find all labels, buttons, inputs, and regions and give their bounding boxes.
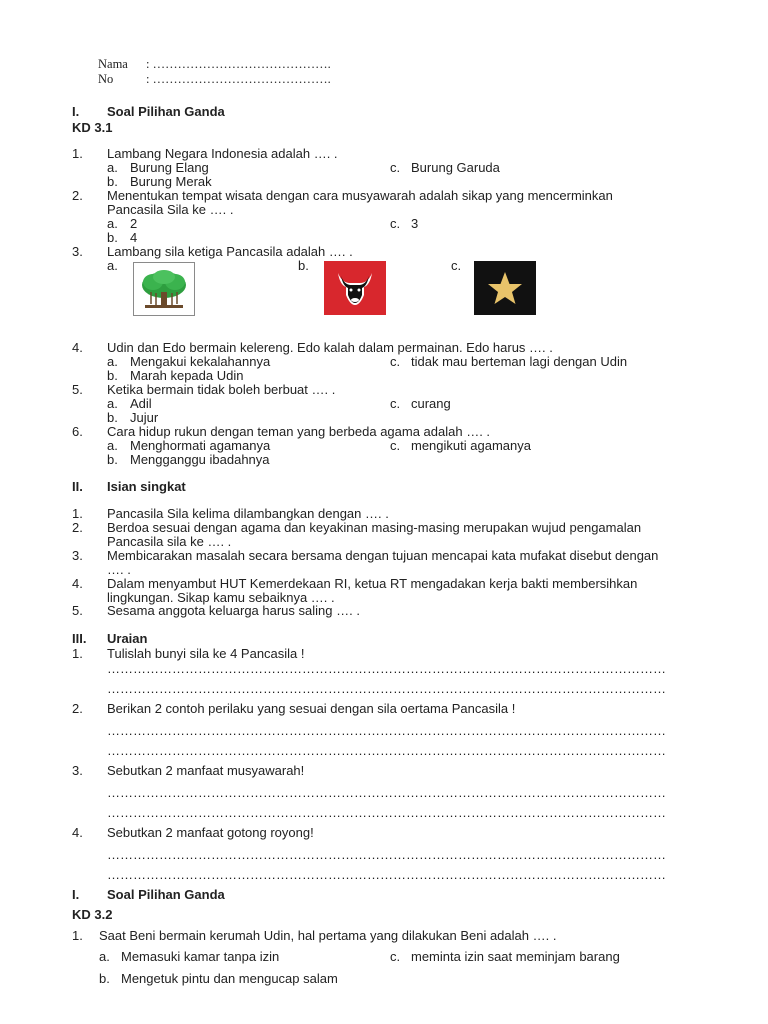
answer-line[interactable]: ………………………………………………………………………………………………………………… — [107, 867, 666, 882]
banyan-tree-icon — [133, 262, 195, 316]
answer-line[interactable]: ………………………………………………………………………………………………………………… — [107, 661, 666, 676]
question-number: 3. — [72, 763, 83, 778]
option-text: Menghormati agamanya — [130, 438, 271, 453]
option-letter: b. — [107, 174, 118, 189]
option-text: Marah kepada Udin — [130, 368, 244, 383]
question-text: Tulislah bunyi sila ke 4 Pancasila ! — [107, 646, 305, 661]
option-letter: c. — [390, 949, 401, 964]
option-text: Mengetuk pintu dan mengucap salam — [121, 971, 338, 986]
question-text: Saat Beni bermain kerumah Udin, hal pertama yang dilakukan Beni adalah …. . — [99, 928, 557, 943]
option-letter: b. — [107, 368, 118, 383]
nama-fill-line[interactable]: : ……………………………………. — [146, 57, 331, 71]
question-text: Berikan 2 contoh perilaku yang sesuai dengan sila oertama Pancasila ! — [107, 701, 516, 716]
option-text: Adil — [130, 396, 152, 411]
answer-line[interactable]: ………………………………………………………………………………………………………………… — [107, 847, 666, 862]
question-text-continued: Pancasila Sila ke …. . — [107, 202, 234, 217]
question-text: Lambang sila ketiga Pancasila adalah …. . — [107, 244, 353, 259]
option-text: 3 — [411, 216, 419, 231]
option-text: Burung Garuda — [411, 160, 500, 175]
option-text: tidak mau berteman lagi dengan Udin — [411, 354, 628, 369]
option-letter: a. — [107, 438, 118, 453]
question-text: Ketika bermain tidak boleh berbuat …. . — [107, 382, 336, 397]
option-letter: a. — [99, 949, 110, 964]
section-number: I. — [72, 887, 80, 902]
question-text: Lambang Negara Indonesia adalah …. . — [107, 146, 338, 161]
question-number: 2. — [72, 188, 83, 203]
option-text: 2 — [130, 216, 138, 231]
question-number: 3. — [72, 548, 83, 563]
section-title: Uraian — [107, 631, 148, 646]
option-text: curang — [411, 396, 451, 411]
question-text-continued: …. . — [107, 562, 131, 577]
question-number: 3. — [72, 244, 83, 259]
nama-label: Nama — [98, 57, 128, 71]
question-number: 1. — [72, 646, 83, 661]
option-text: meminta izin saat meminjam barang — [411, 949, 620, 964]
question-number: 2. — [72, 520, 83, 535]
option-letter: c. — [390, 354, 401, 369]
option-letter: b. — [298, 258, 309, 273]
question-number: 4. — [72, 825, 83, 840]
option-letter: b. — [107, 410, 118, 425]
answer-line[interactable]: ………………………………………………………………………………………………………………… — [107, 681, 666, 696]
question-number: 1. — [72, 146, 83, 161]
option-letter: b. — [107, 452, 118, 467]
section-title: Isian singkat — [107, 479, 186, 494]
option-letter: a. — [107, 396, 118, 411]
question-text: Udin dan Edo bermain kelereng. Edo kalah dalam permainan. Edo harus …. . — [107, 340, 553, 355]
no-label: No — [98, 72, 114, 86]
question-text-continued: lingkungan. Sikap kamu sebaiknya …. . — [107, 590, 335, 605]
section-number: III. — [72, 631, 87, 646]
answer-line[interactable]: ………………………………………………………………………………………………………………… — [107, 723, 666, 738]
question-number: 1. — [72, 506, 83, 521]
option-text: Memasuki kamar tanpa izin — [121, 949, 280, 964]
question-text-continued: Pancasila sila ke …. . — [107, 534, 232, 549]
gold-star-icon — [474, 261, 536, 315]
option-text: mengikuti agamanya — [411, 438, 531, 453]
question-text: Pancasila Sila kelima dilambangkan dengan …. . — [107, 506, 389, 521]
option-letter: a. — [107, 160, 118, 175]
section-title: Soal Pilihan Ganda — [107, 104, 225, 119]
option-letter: c. — [390, 396, 401, 411]
option-text: Burung Elang — [130, 160, 209, 175]
option-letter: a. — [107, 216, 118, 231]
question-number: 2. — [72, 701, 83, 716]
question-number: 6. — [72, 424, 83, 439]
section-number: I. — [72, 104, 80, 119]
answer-line[interactable]: ………………………………………………………………………………………………………………… — [107, 743, 666, 758]
question-text: Sesama anggota keluarga harus saling …. . — [107, 603, 360, 618]
section-title: Soal Pilihan Ganda — [107, 887, 225, 902]
question-number: 5. — [72, 382, 83, 397]
option-letter: a. — [107, 354, 118, 369]
answer-line[interactable]: ………………………………………………………………………………………………………………… — [107, 805, 666, 820]
kd-label: KD 3.2 — [72, 907, 113, 922]
option-letter: b. — [99, 971, 110, 986]
question-text: Sebutkan 2 manfaat gotong royong! — [107, 825, 314, 840]
option-text: Burung Merak — [130, 174, 212, 189]
question-text: Cara hidup rukun dengan teman yang berbeda agama adalah …. . — [107, 424, 491, 439]
option-letter: b. — [107, 230, 118, 245]
question-text: Menentukan tempat wisata dengan cara musyawarah adalah sikap yang mencerminkan — [107, 188, 613, 203]
option-letter: a. — [107, 258, 118, 273]
kd-label: KD 3.1 — [72, 120, 113, 135]
question-text: Membicarakan masalah secara bersama dengan tujuan mencapai kata mufakat disebut dengan — [107, 548, 659, 563]
option-letter: c. — [451, 258, 462, 273]
question-number: 1. — [72, 928, 83, 943]
bull-head-icon — [324, 261, 386, 315]
option-letter: c. — [390, 216, 401, 231]
question-number: 4. — [72, 576, 83, 591]
question-text: Dalam menyambut HUT Kemerdekaan RI, ketua RT mengadakan kerja bakti membersihkan — [107, 576, 638, 591]
question-text: Sebutkan 2 manfaat musyawarah! — [107, 763, 305, 778]
no-fill-line[interactable]: : ……………………………………. — [146, 72, 331, 86]
option-letter: c. — [390, 160, 401, 175]
option-text: Mengganggu ibadahnya — [130, 452, 270, 467]
option-text: 4 — [130, 230, 138, 245]
answer-line[interactable]: ………………………………………………………………………………………………………………… — [107, 785, 666, 800]
option-letter: c. — [390, 438, 401, 453]
question-number: 5. — [72, 603, 83, 618]
section-number: II. — [72, 479, 83, 494]
option-text: Mengakui kekalahannya — [130, 354, 271, 369]
question-text: Berdoa sesuai dengan agama dan keyakinan masing-masing merupakan wujud pengamalan — [107, 520, 642, 535]
option-text: Jujur — [130, 410, 159, 425]
question-number: 4. — [72, 340, 83, 355]
